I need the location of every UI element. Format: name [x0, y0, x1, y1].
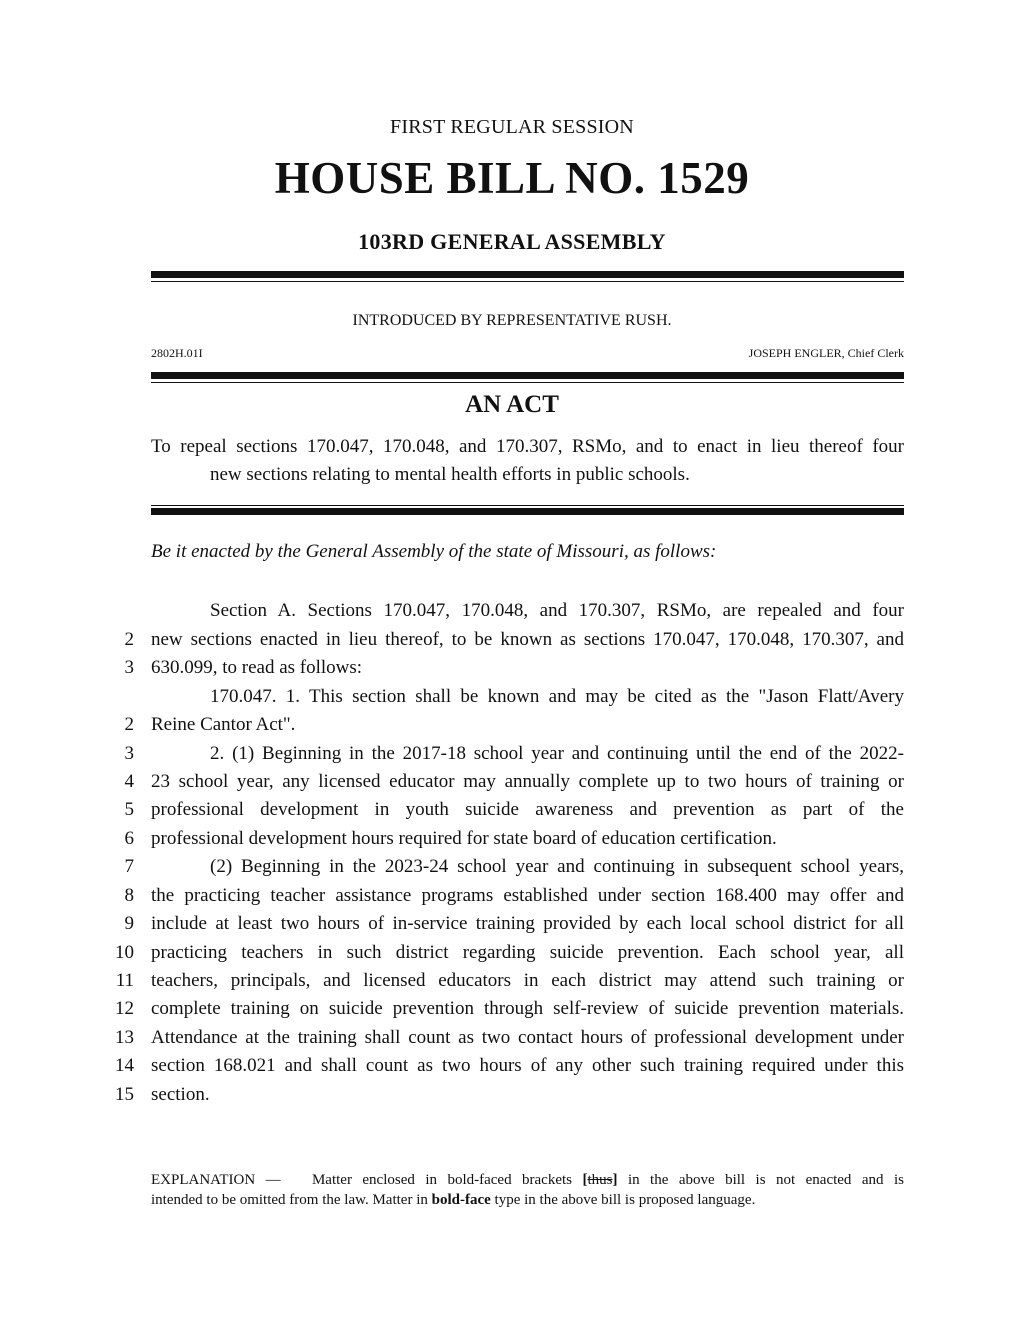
explanation-text-4: type in the above bill is proposed language. [494, 1192, 756, 1208]
title-rule-thick [151, 508, 904, 515]
body-line: (2) Beginning in the 2023-24 school year and continuing in subsequent school years, [210, 856, 904, 877]
body-line: teachers, principals, and licensed educators in each district may attend such training or [151, 970, 904, 991]
document-id: 2802H.01I [151, 346, 203, 360]
line-number [100, 684, 134, 710]
close-bracket: ] [612, 1172, 618, 1188]
body-line: include at least two hours of in-service training provided by each local school district for all [151, 913, 904, 934]
line-number: 10 [115, 942, 134, 963]
body-line: professional development hours required for state board of education certification. [151, 828, 777, 849]
body-line: section. [151, 1084, 210, 1105]
line-number [100, 598, 134, 624]
explanation-line-2 [151, 1190, 904, 1210]
line-number: 6 [124, 828, 134, 849]
chief-clerk: JOSEPH ENGLER, Chief Clerk [748, 346, 904, 360]
line-number: 12 [115, 998, 134, 1019]
line-number: 7 [124, 856, 134, 877]
session-label: FIRST REGULAR SESSION [390, 116, 634, 138]
bold-face-example: bold-face [431, 1192, 491, 1208]
line-number: 2 [124, 714, 134, 735]
line-number: 15 [115, 1084, 134, 1105]
title-rule-thin [151, 505, 904, 506]
line-number: 9 [124, 913, 134, 934]
line-number: 13 [115, 1027, 134, 1048]
header-rule-thin [151, 281, 904, 282]
body-line: Attendance at the training shall count as two contact hours of professional development under [151, 1027, 904, 1048]
body-line: Reine Cantor Act". [151, 714, 296, 735]
struck-word: thus [587, 1172, 613, 1188]
act-rule-thick [151, 372, 904, 379]
line-number: 14 [115, 1055, 134, 1076]
act-rule-thin [151, 382, 904, 383]
bill-title: HOUSE BILL NO. 1529 [274, 153, 750, 203]
body-line: 630.099, to read as follows: [151, 657, 363, 678]
line-number: 8 [124, 885, 134, 906]
header-rule-thick [151, 271, 904, 278]
line-number: 5 [124, 799, 134, 820]
body-line: professional development in youth suicide awareness and prevention as part of the [151, 799, 904, 820]
explanation-text-1: Matter enclosed in bold-faced brackets [311, 1172, 573, 1188]
body-line: complete training on suicide prevention through self-review of suicide prevention materials. [151, 998, 904, 1019]
act-title-line-1: To repeal sections 170.047, 170.048, and 170.307, RSMo, and to enact in lieu thereof four [151, 436, 904, 457]
body-line: 170.047. 1. This section shall be known and may be cited as the "Jason Flatt/Avery [210, 686, 904, 707]
assembly-label: 103RD GENERAL ASSEMBLY [358, 229, 666, 254]
line-number: 4 [124, 771, 134, 792]
body-line: practicing teachers in such district regarding suicide prevention. Each school year, all [151, 942, 904, 963]
explanation-text-3: intended to be omitted from the law. Matter in [151, 1192, 428, 1208]
open-bracket: [ [582, 1172, 588, 1188]
body-line: the practicing teacher assistance programs established under section 168.400 may offer and [151, 885, 904, 906]
explanation-label: EXPLANATION — [151, 1172, 281, 1188]
body-line: new sections enacted in lieu thereof, to be known as sections 170.047, 170.048, 170.307, and [151, 629, 904, 650]
line-number: 2 [124, 629, 134, 650]
body-line: Section A. Sections 170.047, 170.048, and 170.307, RSMo, are repealed and four [210, 600, 904, 621]
introduced-by: INTRODUCED BY REPRESENTATIVE RUSH. [352, 312, 672, 329]
enacting-clause: Be it enacted by the General Assembly of the state of Missouri, as follows: [151, 541, 717, 562]
act-title-line-2: new sections relating to mental health efforts in public schools. [210, 464, 690, 485]
explanation-text-2: in the above bill is not enacted and is [627, 1172, 904, 1188]
body-line: 23 school year, any licensed educator may annually complete up to two hours of training or [151, 771, 904, 792]
body-line: section 168.021 and shall count as two hours of any other such training required under this [151, 1055, 904, 1076]
body-line: 2. (1) Beginning in the 2017-18 school year and continuing until the end of the 2022- [210, 743, 904, 764]
explanation-note [151, 1170, 904, 1210]
bracket-example [582, 1172, 617, 1188]
line-number: 11 [115, 970, 134, 991]
act-heading: AN ACT [465, 391, 559, 418]
line-number: 3 [124, 743, 134, 764]
explanation-line-1 [151, 1170, 904, 1190]
line-number: 3 [124, 657, 134, 678]
